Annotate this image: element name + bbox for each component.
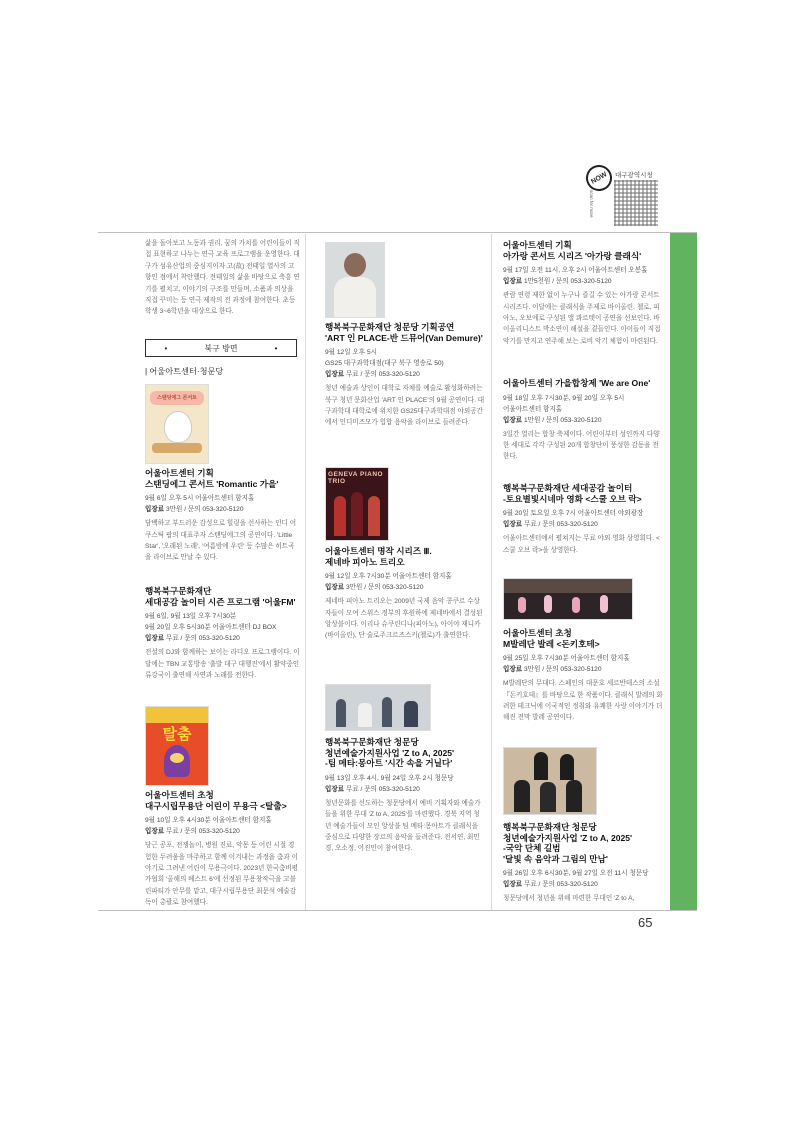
column-divider-1 [305, 234, 306, 910]
column-divider-2 [491, 234, 492, 910]
event-title: 행복북구문화재단 청문당 기획공연 'ART 인 PLACE-반 드뮤어(Van Demure)' [325, 322, 483, 343]
event-date: 9월 12일 오후 5시 [325, 349, 378, 357]
event-title: 어울아트센터 초청 대구시립무용단 어린이 무용극 <탈출> [145, 790, 287, 811]
event-body: 3일간 열리는 합창 축제이다. 어린이부터 성인까지 다양한 세대로 각각 구성된 20개 합창단이 풍성한 감동을 전한다. [503, 430, 660, 461]
event-admission: 무료 / 문의 053-320-5120 [523, 521, 598, 529]
poster-title: 스탠딩에그 콘서트 [156, 395, 198, 401]
geneva-trio-poster [325, 467, 389, 541]
admission-label: 입장료 [325, 584, 345, 592]
event-title: 어울아트센터 가을합창제 'We are One' [503, 378, 651, 388]
section-bullet-left: • [164, 343, 168, 353]
magazine-logo [586, 165, 612, 191]
event-date: 9월 13일 오후 4시, 9월 24일 오후 2시 청문당 [325, 774, 454, 782]
event-date: 9월 25일 오후 7시30분 어울아트센터 함지홀 [503, 655, 630, 663]
event-body: 관람 연령 제한 없이 누구나 즐길 수 있는 아가랑 콘서트 시리즈다. 이달에는 클래식을 주제로 바이올린, 첼로, 피아노, 오보에로 구성된 앨 콰르텟이 공연을 선보인다. 바이올리니스트 박소연이 해설을 곁들인다. 아이들이 직접 악기를 만지고 연주해 보는 로비 악기 체험이 마련된다. [503, 292, 661, 345]
event-title: 어울아트센터 명작 시리즈 Ⅲ. 제네바 피아노 트리오 [325, 546, 432, 567]
event-body: 청년 예술과 상인이 대학로 자체를 예술로 활성화하려는 북구 청년 문화산업 'ART 인 PLACE'의 9월 공연이다. 대구과학대 대학로에 위치한 GS25대구과학대점 야외공간에서 인디미즈모가 힙합 음악을 라이브로 들려준다. [325, 385, 485, 427]
event-body: 제네바 피아노 트리오는 2009년 국제 음악 콩쿠르 수상자들이 모여 스위스 정부의 후원하에 제네바에서 결성된 앙상블이다. 이리나 슈쿠린디나(피아노), 아이야 재니카(바이올린), 단 술로주크르즈스키(첼로)가 출연한다. [325, 598, 483, 640]
event-admission: 3만원 / 문의 053-320-5120 [523, 666, 602, 674]
event-date-2: 9월 20일 오후 5시30분 어울아트센터 DJ BOX [145, 624, 277, 632]
event-admission: 무료 / 문의 053-320-5120 [345, 371, 420, 379]
admission-label: 입장료 [145, 635, 165, 643]
poster-title: GENEVA PIANO TRIO [328, 471, 384, 485]
event-body: 청문당에서 청년을 위해 마련한 무대인 'Z to A, [503, 895, 635, 903]
ensemble-photo [325, 684, 431, 731]
admission-label: 입장료 [325, 785, 345, 793]
admission-label: 입장료 [503, 278, 523, 286]
event-place: GS25 대구과학대점(대구 북구 영송로 50) [325, 360, 444, 368]
gilbeom-photo [503, 747, 597, 815]
event-title: 어울아트센터 초청 M발레단 발레 <돈키호테> [503, 628, 600, 649]
event-admission: 3만원 / 문의 053-320-5120 [165, 506, 244, 514]
event-date: 9월 18일 오후 7시30분, 9월 20일 오후 5시 [503, 394, 625, 402]
event-admission: 3만원 / 문의 053-320-5120 [345, 584, 424, 592]
event-title: 어울아트센터 기획 아가랑 콘서트 시리즈 '아가랑 클래식' [503, 240, 642, 261]
admission-label: 입장료 [145, 506, 165, 514]
event-date: 9월 12일 오후 7시30분 어울아트센터 함지홀 [325, 573, 452, 581]
event-date: 9월 17일 오전 11시, 오후 2시 어울아트센터 오봉홀 [503, 267, 648, 275]
event-admission: 무료 / 문의 053-320-5120 [523, 881, 598, 889]
event-date-2: 어울아트센터 함지홀 [503, 405, 563, 413]
admission-label: 입장료 [503, 416, 523, 424]
event-body: 청년문화를 선도하는 청문당에서 예비 기획자와 예술가들을 위한 무대 'Z to A, 2025'를 마련했다. 경북 지역 청년 예술가들이 모인 앙상블 팀 메타:몽아트가 클래식을 중심으로 다양한 장르의 음악을 들려준다. 전서연, 최민경, 오소정, 이진민이 참여한다. [325, 799, 481, 853]
event-admission: 무료 / 문의 053-320-5120 [165, 828, 240, 836]
event-admission: 무료 / 문의 053-320-5120 [345, 785, 420, 793]
bottom-rule [98, 910, 697, 911]
event-body: M발레단의 무대다. 스페인의 대문호 세르반테스의 소설 『돈키호테』를 바탕으로 한 작품이다. 클래식 발레의 화려한 테크닉에 이국적인 정취와 유쾌한 사랑 이야기가 더해진 전막 발레 공연이다. [503, 680, 663, 722]
admission-label: 입장료 [503, 666, 523, 674]
event-date: 9월 6일 오후 5시 어울아트센터 함지홀 [145, 495, 255, 503]
admission-label: 입장료 [503, 521, 523, 529]
section-label-box [145, 339, 297, 357]
top-rule [98, 232, 697, 233]
section-bullet-right: • [274, 343, 278, 353]
event-date: 9월 10일 오후 4시30분 어울아트센터 함지홀 [145, 817, 272, 825]
event-admission: 무료 / 문의 053-320-5120 [165, 635, 240, 643]
event-date: 9월 6일, 9월 13일 오후 7시30분 [145, 613, 237, 621]
ballet-photo [503, 578, 633, 620]
page-number: 65 [638, 915, 653, 930]
now-logo-text: NOW [581, 160, 617, 196]
event-title: 행복북구문화재단 청문당 청년예술가지원사업 'Z to A, 2025' -국악 단체 길범 '달빛 속 음악과 그림의 만남' [503, 822, 633, 864]
venue-heading: | 어울아트센터·청문당 [145, 367, 224, 376]
event-body: 전설의 DJ와 함께하는 보이는 라디오 프로그램이다. 이달에는 TBN 교통방송 '출발 대구 대행진'에서 활약중인 류강국이 출연해 사연과 노래를 전한다. [145, 649, 300, 679]
event-body: 담백하고 부드러운 감성으로 힐링을 선사하는 인디 어쿠스틱 팝의 대표주자 스탠딩에그의 공연이다. 'Little Star', '오래된 노래', '여름밤에 우린' 등 수많은 히트곡을 라이브로 만날 수 있다. [145, 520, 297, 562]
section-label: 북구 방면 [204, 343, 238, 353]
event-title: 행복북구문화재단 청문당 청년예술가지원사업 'Z to A, 2025' -팀 메타:몽아트 '시간 속을 거닐다' [325, 737, 455, 769]
event-body: 당근 공포, 전쟁놀이, 병원 진료, 악몽 등 어린 시절 경험한 두려움을 마주하고 함께 이겨내는 과정을 춤과 이야기로 그려낸 어린이 무용극이다. 2023년 한국춤비평가협회 '올해의 베스트 6'에 선정된 무용창작극을 고블린파티가 안무를 맡고, 대구시립무용단 최문석 예술감독이 총괄로 참여했다. [145, 842, 299, 907]
qr-code[interactable] [614, 180, 658, 226]
intro-paragraph: 삶을 돌아보고 노동과 권리, 꿈의 가치를 어린이들이 직접 표현하고 나누는 연극 교육 프로그램을 운영한다. 대구가 섬유산업의 중심지이자 고(故) 전태일 열사의 고향인 점에서 착안했다. 전태일의 삶을 바탕으로 축흥 연기를 펼치고, 이야기의 구조를 만들며, 소품과 의상을 직접 꾸미는 등 연극 제작의 전 과정에 참여한다. 초등학생 3~6학년을 대상으로 한다. [145, 240, 300, 316]
admission-label: 입장료 [325, 371, 345, 379]
event-admission: 1만원 / 문의 053-320-5120 [523, 416, 602, 424]
event-title: 어울아트센터 기획 스탠딩에그 콘서트 'Romantic 가을' [145, 468, 279, 489]
event-body: 어울아트센터에서 펼쳐지는 무료 야외 영화 상영회다. <스쿨 오브 락>을 상영한다. [503, 535, 660, 554]
event-title: 행복북구문화재단 세대공감 놀이터 -토요별빛시네마 영화 <스쿨 오브 락> [503, 483, 642, 504]
admission-label: 입장료 [503, 881, 523, 889]
event-admission: 1만5천원 / 문의 053-320-5120 [523, 278, 612, 286]
event-date: 9월 26일 오후 6시30분, 9월 27일 오전 11시 청문당 [503, 870, 649, 878]
city-label: 대구광역시청 [615, 172, 653, 179]
event-title: 행복북구문화재단 세대공감 놀이터 시즌 프로그램 '어울FM' [145, 586, 296, 607]
standing-egg-poster [145, 384, 209, 464]
poster-title: 탈춤 [162, 726, 192, 743]
talchul-poster [145, 706, 209, 786]
van-demure-photo [325, 242, 385, 318]
vertical-caption: scan for more [589, 190, 594, 218]
event-date: 9월 20일 토요일 오후 7시 어울아트센터 야외광장 [503, 510, 644, 518]
admission-label: 입장료 [145, 828, 165, 836]
green-side-bar [670, 233, 697, 910]
